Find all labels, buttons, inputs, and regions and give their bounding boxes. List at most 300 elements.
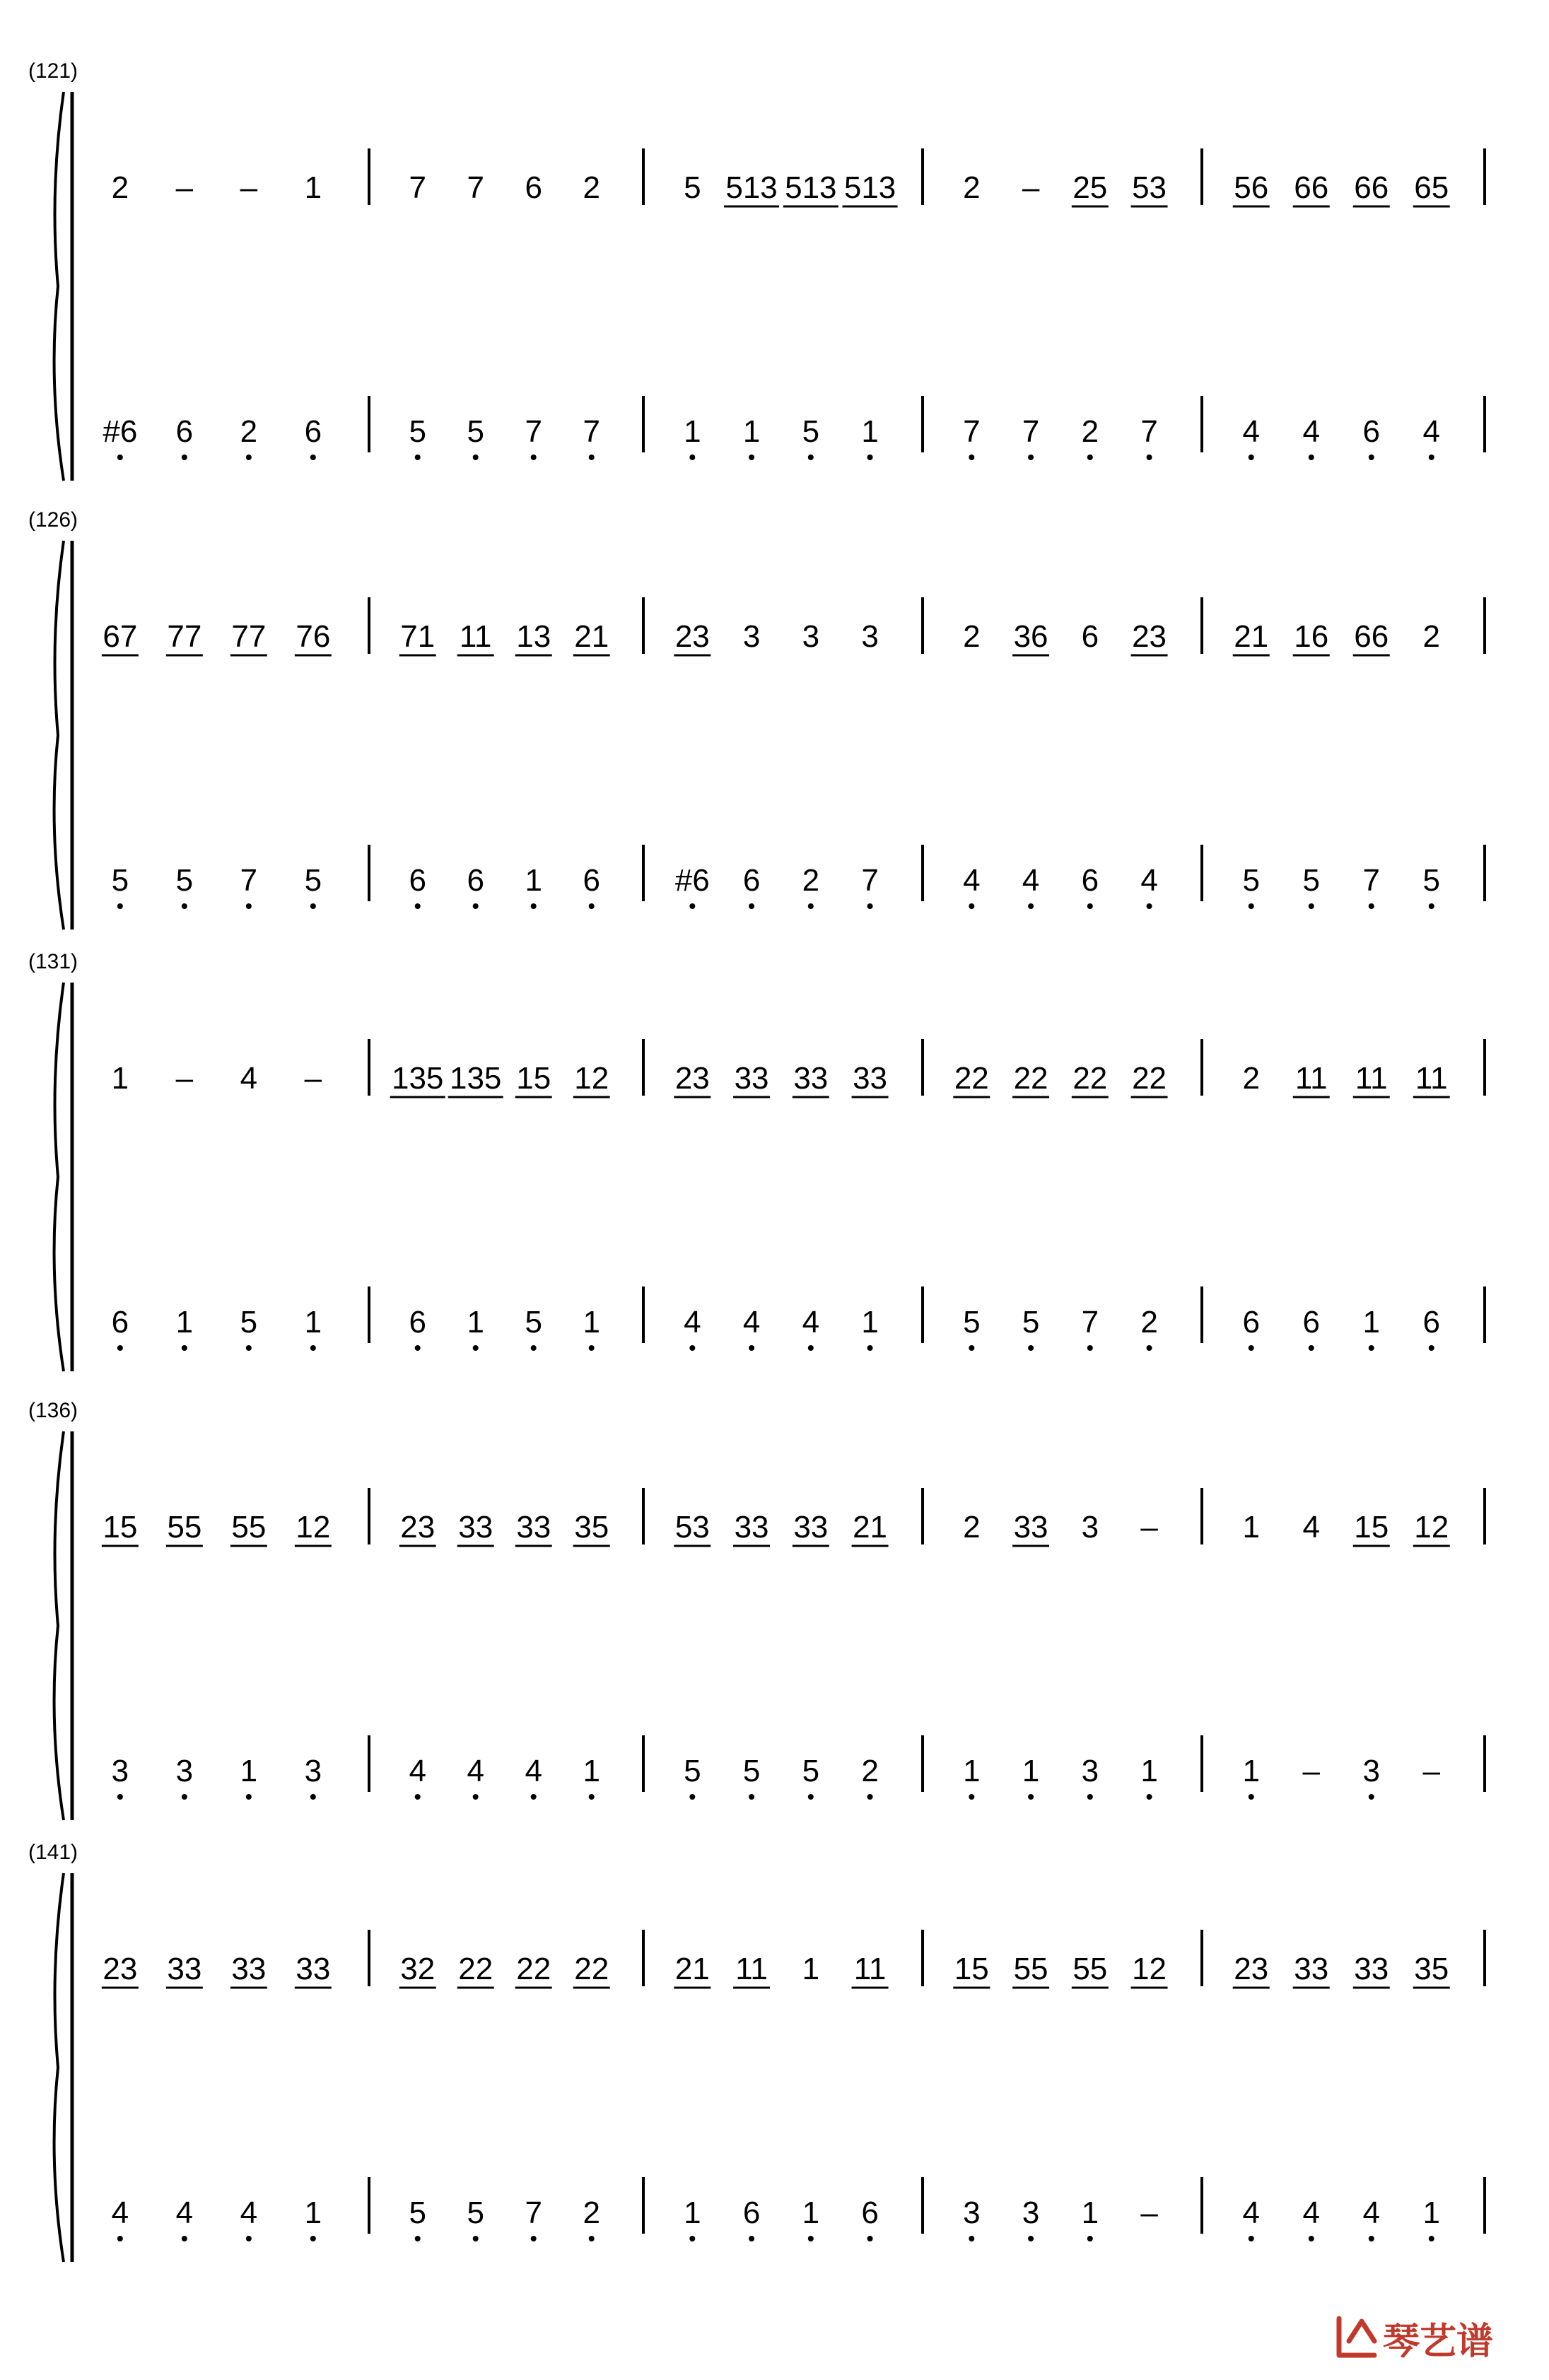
octave-dot xyxy=(1147,903,1152,909)
lower-note: 1 xyxy=(1422,2196,1440,2230)
octave-dot xyxy=(246,455,252,460)
upper-note: 16 xyxy=(1294,619,1329,654)
upper-note: 56 xyxy=(1234,170,1269,205)
octave-dot xyxy=(808,903,814,909)
measure-number: (141) xyxy=(28,1841,78,1864)
lower-note: 3 xyxy=(1362,1754,1380,1788)
octave-dot xyxy=(1369,2236,1374,2241)
octave-dot xyxy=(589,2236,595,2241)
upper-note: 33 xyxy=(1013,1510,1048,1544)
lower-note: 3 xyxy=(304,1754,322,1788)
upper-note: 13 xyxy=(516,619,551,654)
upper-note: 2 xyxy=(111,170,129,205)
upper-note: 22 xyxy=(516,1952,551,1986)
upper-note: 22 xyxy=(574,1952,609,1986)
octave-dot xyxy=(1249,1794,1254,1800)
octave-dot xyxy=(531,1345,537,1351)
octave-dot xyxy=(182,455,187,460)
upper-note: 3 xyxy=(1081,1510,1099,1544)
upper-note: 22 xyxy=(1072,1061,1108,1096)
octave-dot xyxy=(867,903,873,909)
octave-dot xyxy=(246,1345,252,1351)
upper-note: 53 xyxy=(674,1510,710,1544)
lower-note: 1 xyxy=(1022,1754,1040,1788)
upper-note: 1 xyxy=(802,1952,820,1986)
upper-note: – xyxy=(1140,1510,1158,1544)
lower-note: 2 xyxy=(802,863,820,898)
lower-note: 1 xyxy=(583,1305,600,1340)
octave-dot xyxy=(589,455,595,460)
upper-note: 1 xyxy=(111,1061,129,1096)
upper-note: 23 xyxy=(1132,619,1167,654)
lower-note: 2 xyxy=(1081,414,1099,449)
octave-dot xyxy=(867,1794,873,1800)
octave-dot xyxy=(182,903,187,909)
lower-note: 4 xyxy=(742,1305,761,1340)
upper-note: 36 xyxy=(1013,619,1048,654)
upper-note: 11 xyxy=(853,1952,887,1986)
lower-note: 6 xyxy=(742,863,761,898)
octave-dot xyxy=(969,455,974,460)
upper-note: 23 xyxy=(400,1510,436,1544)
octave-dot xyxy=(1309,455,1314,460)
octave-dot xyxy=(310,455,316,460)
lower-note: – xyxy=(1422,1754,1440,1788)
upper-note: 513 xyxy=(725,170,778,205)
octave-dot xyxy=(1429,903,1434,909)
octave-dot xyxy=(969,1794,974,1800)
lower-note: 2 xyxy=(861,1754,879,1788)
upper-note: 33 xyxy=(296,1952,331,1986)
octave-dot xyxy=(415,2236,421,2241)
system-5 xyxy=(28,1841,1485,2262)
octave-dot xyxy=(473,2236,479,2241)
upper-note: 12 xyxy=(1132,1952,1167,1986)
measure-number: (131) xyxy=(28,950,78,973)
octave-dot xyxy=(1087,903,1093,909)
octave-dot xyxy=(117,2236,123,2241)
system-3 xyxy=(28,950,1485,1371)
lower-note: 7 xyxy=(1022,414,1040,449)
upper-note: 6 xyxy=(1081,619,1099,654)
lower-note: 4 xyxy=(684,1305,701,1340)
lower-note: 6 xyxy=(409,1305,426,1340)
upper-note: – xyxy=(1022,170,1040,205)
upper-note: 33 xyxy=(734,1061,769,1096)
octave-dot xyxy=(310,2236,316,2241)
upper-note: 22 xyxy=(954,1061,989,1096)
upper-note: 33 xyxy=(853,1061,888,1096)
lower-note: 3 xyxy=(1081,1754,1099,1788)
lower-note: 7 xyxy=(240,863,258,898)
octave-dot xyxy=(1147,1345,1152,1351)
octave-dot xyxy=(1429,1345,1434,1351)
octave-dot xyxy=(473,903,479,909)
lower-note: 5 xyxy=(409,414,426,449)
lower-note: 4 xyxy=(467,1754,484,1788)
lower-note: 1 xyxy=(1140,1754,1158,1788)
lower-note: 5 xyxy=(963,1305,981,1340)
lower-note: 1 xyxy=(963,1754,981,1788)
lower-note: 5 xyxy=(1022,1305,1040,1340)
lower-note: 5 xyxy=(1242,863,1260,898)
lower-note: 5 xyxy=(742,1754,761,1788)
lower-note: 4 xyxy=(1302,2196,1320,2230)
octave-dot xyxy=(867,1345,873,1351)
octave-dot xyxy=(1369,1794,1374,1800)
octave-dot xyxy=(310,903,316,909)
lower-note: 1 xyxy=(1242,1754,1260,1788)
lower-note: 6 xyxy=(175,414,194,449)
lower-note: 6 xyxy=(467,863,484,898)
octave-dot xyxy=(1028,903,1034,909)
upper-note: 11 xyxy=(1294,1061,1328,1096)
lower-note: 7 xyxy=(583,414,600,449)
lower-note: 5 xyxy=(1422,863,1440,898)
octave-dot xyxy=(1087,1345,1093,1351)
upper-note: 55 xyxy=(231,1510,267,1544)
upper-note: 2 xyxy=(1422,619,1440,654)
octave-dot xyxy=(1429,2236,1434,2241)
lower-note: 5 xyxy=(175,863,194,898)
upper-note: 66 xyxy=(1354,619,1389,654)
upper-note: 7 xyxy=(467,170,484,205)
measure-number: (136) xyxy=(28,1399,78,1422)
lower-note: 1 xyxy=(240,1754,258,1788)
lower-note: 1 xyxy=(467,1305,484,1340)
octave-dot xyxy=(1249,2236,1254,2241)
upper-note: 21 xyxy=(1234,619,1269,654)
upper-note: 25 xyxy=(1072,170,1108,205)
logo-text: 琴艺谱 xyxy=(1383,2321,1494,2363)
upper-note: – xyxy=(175,170,194,205)
upper-note: 33 xyxy=(793,1510,829,1544)
lower-note: 7 xyxy=(1362,863,1380,898)
octave-dot xyxy=(246,903,252,909)
upper-note: 11 xyxy=(1355,1061,1388,1096)
octave-dot xyxy=(1028,2236,1034,2241)
grand-staff-brace xyxy=(54,92,64,481)
octave-dot xyxy=(589,903,595,909)
octave-dot xyxy=(808,2236,814,2241)
grand-staff-brace xyxy=(54,1873,64,2262)
upper-note: 67 xyxy=(103,619,138,654)
lower-note: 6 xyxy=(583,863,600,898)
octave-dot xyxy=(531,903,537,909)
upper-note: 15 xyxy=(103,1510,138,1544)
lower-note: 2 xyxy=(1140,1305,1158,1340)
upper-note: 77 xyxy=(167,619,202,654)
upper-note: 2 xyxy=(1242,1061,1260,1096)
upper-note: 66 xyxy=(1294,170,1329,205)
lower-note: 6 xyxy=(861,2196,879,2230)
upper-note: 55 xyxy=(1072,1952,1108,1986)
lower-note: 6 xyxy=(1081,863,1099,898)
octave-dot xyxy=(867,455,873,460)
lower-note: 1 xyxy=(802,2196,820,2230)
octave-dot xyxy=(531,1794,537,1800)
upper-note: 21 xyxy=(853,1510,888,1544)
lower-note: 4 xyxy=(1022,863,1040,898)
octave-dot xyxy=(473,455,479,460)
octave-dot xyxy=(1309,1345,1314,1351)
octave-dot xyxy=(182,1345,187,1351)
octave-dot xyxy=(1147,455,1152,460)
upper-note: 12 xyxy=(574,1061,609,1096)
octave-dot xyxy=(1087,2236,1093,2241)
octave-dot xyxy=(689,903,695,909)
octave-dot xyxy=(473,1794,479,1800)
upper-note: – xyxy=(175,1061,194,1096)
octave-dot xyxy=(1429,455,1434,460)
upper-note: 33 xyxy=(516,1510,551,1544)
upper-note: 2 xyxy=(963,170,981,205)
lower-note: 6 xyxy=(304,414,322,449)
upper-note: 15 xyxy=(516,1061,551,1096)
upper-note: 4 xyxy=(240,1061,258,1096)
lower-note: 1 xyxy=(525,863,542,898)
octave-dot xyxy=(182,2236,187,2241)
upper-note: 53 xyxy=(1132,170,1167,205)
octave-dot xyxy=(246,1794,252,1800)
lower-note: 5 xyxy=(525,1305,542,1340)
lower-note: 6 xyxy=(1302,1305,1320,1340)
lower-note: #6 xyxy=(674,863,710,898)
lower-note: 1 xyxy=(304,2196,322,2230)
upper-note: 33 xyxy=(734,1510,769,1544)
octave-dot xyxy=(749,1794,754,1800)
lower-note: 4 xyxy=(963,863,981,898)
octave-dot xyxy=(1249,455,1254,460)
octave-dot xyxy=(749,1345,754,1351)
lower-note: 1 xyxy=(742,414,761,449)
octave-dot xyxy=(1087,455,1093,460)
octave-dot xyxy=(531,2236,537,2241)
octave-dot xyxy=(415,455,421,460)
upper-note: 33 xyxy=(793,1061,829,1096)
lower-note: 2 xyxy=(240,414,258,449)
octave-dot xyxy=(1028,455,1034,460)
lower-note: 7 xyxy=(1081,1305,1099,1340)
grand-staff-brace xyxy=(54,541,64,930)
octave-dot xyxy=(117,903,123,909)
upper-note: 1 xyxy=(1242,1510,1260,1544)
upper-note: 6 xyxy=(525,170,542,205)
octave-dot xyxy=(310,1345,316,1351)
octave-dot xyxy=(117,1345,123,1351)
lower-note: 7 xyxy=(963,414,981,449)
lower-note: 4 xyxy=(111,2196,129,2230)
lower-note: 4 xyxy=(409,1754,426,1788)
octave-dot xyxy=(689,2236,695,2241)
lower-note: 4 xyxy=(1242,414,1260,449)
upper-note: 33 xyxy=(1354,1952,1389,1986)
qinyipu-logo xyxy=(1333,2310,1538,2367)
upper-note: 3 xyxy=(802,619,820,654)
lower-note: 4 xyxy=(802,1305,820,1340)
upper-note: 33 xyxy=(1294,1952,1329,1986)
lower-note: 5 xyxy=(111,863,129,898)
lower-note: 1 xyxy=(684,2196,701,2230)
lower-note: 4 xyxy=(175,2196,194,2230)
upper-note: 23 xyxy=(103,1952,138,1986)
lower-note: 4 xyxy=(525,1754,542,1788)
octave-dot xyxy=(749,2236,754,2241)
lower-note: 7 xyxy=(525,2196,542,2230)
lower-note: 5 xyxy=(1302,863,1320,898)
measure-number: (121) xyxy=(28,59,78,83)
lower-note: – xyxy=(1302,1754,1320,1788)
octave-dot xyxy=(969,1345,974,1351)
lower-note: 6 xyxy=(409,863,426,898)
upper-note: 5 xyxy=(684,170,701,205)
octave-dot xyxy=(531,455,537,460)
lower-note: 4 xyxy=(1302,414,1320,449)
upper-note: 77 xyxy=(231,619,267,654)
measure-number: (126) xyxy=(28,508,78,532)
upper-note: 21 xyxy=(574,619,609,654)
lower-note: 5 xyxy=(467,414,484,449)
upper-note: 1 xyxy=(304,170,322,205)
octave-dot xyxy=(415,1345,421,1351)
octave-dot xyxy=(749,903,754,909)
logo-mark-icon xyxy=(1339,2319,1374,2355)
lower-note: 6 xyxy=(1422,1305,1440,1340)
upper-note: 32 xyxy=(400,1952,436,1986)
lower-note: 3 xyxy=(175,1754,194,1788)
octave-dot xyxy=(808,1794,814,1800)
octave-dot xyxy=(1249,903,1254,909)
upper-note: 35 xyxy=(1414,1952,1449,1986)
lower-note: 4 xyxy=(1362,2196,1380,2230)
upper-note: – xyxy=(240,170,258,205)
lower-note: 3 xyxy=(963,2196,981,2230)
octave-dot xyxy=(473,1345,479,1351)
upper-note: 23 xyxy=(1234,1952,1269,1986)
upper-note: 22 xyxy=(1132,1061,1167,1096)
lower-note: 5 xyxy=(802,1754,820,1788)
octave-dot xyxy=(867,2236,873,2241)
octave-dot xyxy=(589,1345,595,1351)
lower-note: 5 xyxy=(802,414,820,449)
lower-note: 1 xyxy=(684,414,701,449)
octave-dot xyxy=(1249,1345,1254,1351)
upper-note: 15 xyxy=(1354,1510,1389,1544)
grand-staff-brace xyxy=(54,1431,64,1820)
lower-note: 5 xyxy=(467,2196,484,2230)
lower-note: 6 xyxy=(1362,414,1380,449)
lower-note: 5 xyxy=(240,1305,258,1340)
lower-note: 1 xyxy=(861,1305,879,1340)
octave-dot xyxy=(1309,2236,1314,2241)
upper-note: 135 xyxy=(449,1061,502,1096)
upper-note: 22 xyxy=(458,1952,493,1986)
octave-dot xyxy=(117,1794,123,1800)
octave-dot xyxy=(808,455,814,460)
lower-note: 1 xyxy=(583,1754,600,1788)
octave-dot xyxy=(310,1794,316,1800)
octave-dot xyxy=(182,1794,187,1800)
upper-note: 35 xyxy=(574,1510,609,1544)
octave-dot xyxy=(1369,1345,1374,1351)
lower-note: 4 xyxy=(1140,863,1158,898)
octave-dot xyxy=(749,455,754,460)
octave-dot xyxy=(1087,1794,1093,1800)
upper-note: 12 xyxy=(296,1510,331,1544)
upper-note: 2 xyxy=(583,170,600,205)
system-1 xyxy=(28,59,1485,481)
lower-note: 1 xyxy=(304,1305,322,1340)
lower-note: 1 xyxy=(861,414,879,449)
lower-note: 7 xyxy=(861,863,879,898)
upper-note: 33 xyxy=(231,1952,267,1986)
upper-note: 65 xyxy=(1414,170,1449,205)
octave-dot xyxy=(1028,1794,1034,1800)
upper-note: 4 xyxy=(1302,1510,1320,1544)
upper-note: 513 xyxy=(785,170,837,205)
lower-note: 7 xyxy=(525,414,542,449)
octave-dot xyxy=(689,1345,695,1351)
octave-dot xyxy=(1147,1794,1152,1800)
octave-dot xyxy=(969,2236,974,2241)
upper-note: 513 xyxy=(843,170,896,205)
octave-dot xyxy=(1028,1345,1034,1351)
lower-note: 4 xyxy=(1242,2196,1260,2230)
lower-note: 5 xyxy=(304,863,322,898)
upper-note: 7 xyxy=(409,170,426,205)
lower-note: 3 xyxy=(111,1754,129,1788)
lower-note: #6 xyxy=(103,414,138,449)
lower-note: – xyxy=(1140,2196,1158,2230)
upper-note: 3 xyxy=(742,619,761,654)
upper-note: 55 xyxy=(1013,1952,1048,1986)
octave-dot xyxy=(689,455,695,460)
octave-dot xyxy=(415,1794,421,1800)
upper-note: 23 xyxy=(674,1061,710,1096)
upper-note: 71 xyxy=(400,619,436,654)
system-4 xyxy=(28,1399,1485,1820)
upper-note: 21 xyxy=(674,1952,710,1986)
lower-note: 1 xyxy=(175,1305,194,1340)
lower-note: 3 xyxy=(1022,2196,1040,2230)
lower-note: 2 xyxy=(583,2196,600,2230)
octave-dot xyxy=(1369,455,1374,460)
upper-note: 11 xyxy=(1415,1061,1448,1096)
upper-note: – xyxy=(304,1061,322,1096)
lower-note: 5 xyxy=(684,1754,701,1788)
upper-note: 23 xyxy=(674,619,710,654)
grand-staff-brace xyxy=(54,983,64,1371)
octave-dot xyxy=(589,1794,595,1800)
lower-note: 7 xyxy=(1140,414,1158,449)
upper-note: 22 xyxy=(1013,1061,1048,1096)
upper-note: 2 xyxy=(963,1510,981,1544)
lower-note: 6 xyxy=(1242,1305,1260,1340)
lower-note: 5 xyxy=(409,2196,426,2230)
upper-note: 76 xyxy=(296,619,331,654)
lower-note: 4 xyxy=(240,2196,258,2230)
upper-note: 11 xyxy=(459,619,492,654)
upper-note: 3 xyxy=(861,619,879,654)
upper-note: 55 xyxy=(167,1510,202,1544)
lower-note: 1 xyxy=(1081,2196,1099,2230)
lower-note: 6 xyxy=(111,1305,129,1340)
lower-note: 4 xyxy=(1422,414,1440,449)
octave-dot xyxy=(969,903,974,909)
octave-dot xyxy=(117,455,123,460)
octave-dot xyxy=(1369,903,1374,909)
system-2 xyxy=(28,508,1485,930)
